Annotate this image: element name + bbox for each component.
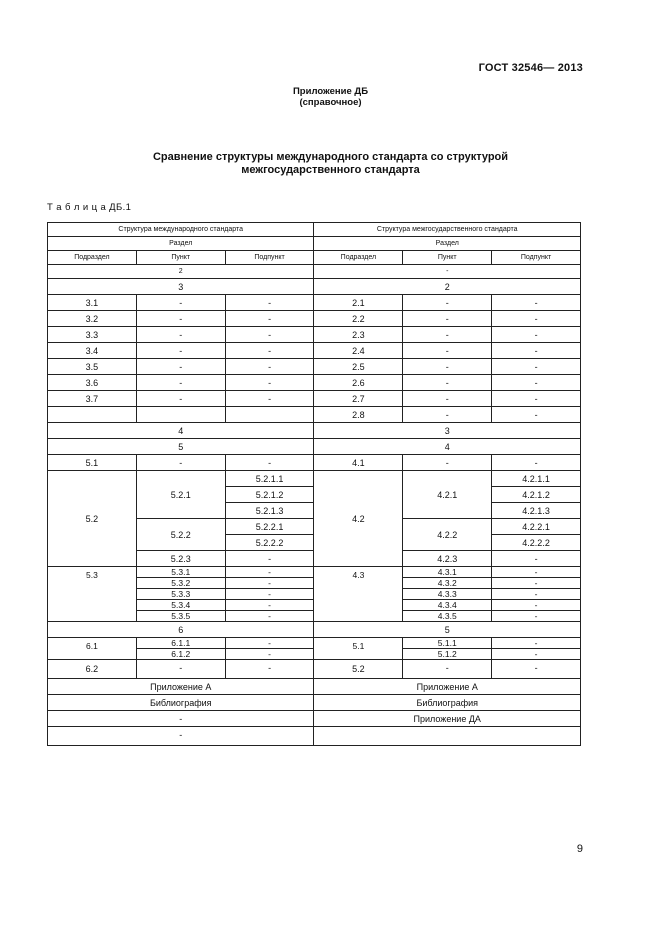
cell: -: [225, 311, 314, 327]
cell: 2.8: [314, 407, 403, 423]
cell: 5.2.1.1: [225, 471, 314, 487]
table-row: [48, 622, 581, 638]
table-row: [48, 439, 581, 455]
appendix-da-cell: Приложение ДА: [314, 711, 581, 727]
cell: -: [403, 359, 492, 375]
table-row: [48, 423, 581, 439]
section-cell: 6: [48, 622, 314, 638]
cell: -: [492, 343, 581, 359]
cell: -: [225, 611, 314, 622]
cell: 5.3.4: [136, 600, 225, 611]
cell: 3.3: [48, 327, 137, 343]
cell: -: [492, 600, 581, 611]
cell: -: [492, 359, 581, 375]
cell: -: [403, 407, 492, 423]
cell: -: [136, 359, 225, 375]
cell: 3.4: [48, 343, 137, 359]
subsection-cell: 6.1: [48, 638, 137, 660]
cell: 2.5: [314, 359, 403, 375]
cell: -: [225, 327, 314, 343]
clause-cell: 5.2.2: [136, 519, 225, 551]
cell: [136, 407, 225, 423]
table-row: [48, 660, 581, 679]
cell: 5.2.3: [136, 551, 225, 567]
header-section: Раздел: [48, 237, 314, 251]
table-row: [48, 311, 581, 327]
cell: -: [136, 295, 225, 311]
section-cell: -: [314, 265, 581, 279]
cell: 3.2: [48, 311, 137, 327]
cell: -: [225, 578, 314, 589]
cell: 5.2.1.3: [225, 503, 314, 519]
comparison-table: [47, 222, 581, 746]
cell: -: [225, 551, 314, 567]
cell: 6.2: [48, 660, 137, 679]
cell: -: [225, 295, 314, 311]
section-cell: -: [48, 727, 314, 746]
header-clause: Пункт: [136, 251, 225, 265]
cell: 3.1: [48, 295, 137, 311]
cell: -: [403, 327, 492, 343]
header-subsection: Подраздел: [48, 251, 137, 265]
cell: 4.2.1.2: [492, 487, 581, 503]
table-row: [48, 455, 581, 471]
standard-id: ГОСТ 32546— 2013: [478, 62, 583, 74]
appendix-a-cell: Приложение А: [48, 679, 314, 695]
cell: -: [403, 660, 492, 679]
cell: -: [136, 455, 225, 471]
cell: 4.1: [314, 455, 403, 471]
cell: 5.1: [48, 455, 137, 471]
cell: 5.2.1.2: [225, 487, 314, 503]
appendix-subtitle: (справочное): [299, 97, 362, 108]
cell: [48, 407, 137, 423]
cell: 3.7: [48, 391, 137, 407]
cell: -: [225, 600, 314, 611]
cell: -: [492, 589, 581, 600]
cell: 5.1.1: [403, 638, 492, 649]
header-clause: Пункт: [403, 251, 492, 265]
cell: -: [403, 295, 492, 311]
cell: 4.2.1.1: [492, 471, 581, 487]
cell: 2.1: [314, 295, 403, 311]
cell: -: [225, 638, 314, 649]
table-row: [48, 295, 581, 311]
document-title: [0, 151, 661, 177]
cell: 4.2.1.3: [492, 503, 581, 519]
cell: -: [492, 551, 581, 567]
cell: 4.2.2.1: [492, 519, 581, 535]
cell: 5.3.5: [136, 611, 225, 622]
cell: -: [403, 391, 492, 407]
cell: 2.3: [314, 327, 403, 343]
cell: 4.3.4: [403, 600, 492, 611]
cell: 4.2.2.2: [492, 535, 581, 551]
cell: -: [492, 375, 581, 391]
header-subclause: Подпункт: [225, 251, 314, 265]
cell: -: [492, 567, 581, 578]
table-row: [48, 265, 581, 279]
document-title-line2: межгосударственного стандарта: [241, 164, 420, 176]
empty-cell: [314, 727, 581, 746]
cell: -: [225, 359, 314, 375]
section-cell: 4: [314, 439, 581, 455]
subsection-cell: 4.2: [314, 471, 403, 567]
document-title-line1: Сравнение структуры международного стандарта со структурой: [152, 151, 509, 163]
cell: -: [225, 391, 314, 407]
cell: -: [492, 295, 581, 311]
cell: 5.2.2.2: [225, 535, 314, 551]
cell: [225, 407, 314, 423]
cell: -: [225, 343, 314, 359]
table-row: [48, 638, 581, 649]
cell: -: [492, 611, 581, 622]
cell: -: [403, 375, 492, 391]
cell: 2.4: [314, 343, 403, 359]
table-row: [48, 711, 581, 727]
cell: -: [136, 660, 225, 679]
cell: -: [136, 343, 225, 359]
subsection-cell: 5.2: [48, 471, 137, 567]
cell: 4.3.5: [403, 611, 492, 622]
table-row: [48, 327, 581, 343]
cell: 3.6: [48, 375, 137, 391]
cell: 4.3.3: [403, 589, 492, 600]
section-cell: 3: [314, 423, 581, 439]
appendix-a-cell: Приложение А: [314, 679, 581, 695]
cell: -: [492, 327, 581, 343]
subsection-cell: 5.1: [314, 638, 403, 660]
table-header-row: [48, 223, 581, 237]
section-cell: 2: [48, 265, 314, 279]
table-row: [48, 375, 581, 391]
cell: -: [403, 311, 492, 327]
table-row: [48, 567, 581, 578]
cell: 2.6: [314, 375, 403, 391]
bibliography-cell: Библиография: [314, 695, 581, 711]
header-interstate: Структура межгосударственного стандарта: [314, 223, 581, 237]
cell: -: [492, 455, 581, 471]
section-cell: -: [48, 711, 314, 727]
cell: -: [492, 649, 581, 660]
table-caption: Т а б л и ц а ДБ.1: [47, 202, 132, 213]
cell: -: [225, 455, 314, 471]
subsection-cell: 5.3: [48, 567, 137, 622]
page-number: 9: [576, 843, 583, 855]
cell: 4.3.1: [403, 567, 492, 578]
section-cell: 5: [48, 439, 314, 455]
cell: -: [136, 327, 225, 343]
cell: -: [136, 311, 225, 327]
cell: 5.1.2: [403, 649, 492, 660]
section-cell: 5: [314, 622, 581, 638]
cell: 4.3.2: [403, 578, 492, 589]
bibliography-cell: Библиография: [48, 695, 314, 711]
clause-cell: 5.2.1: [136, 471, 225, 519]
appendix-heading: [0, 86, 661, 108]
cell: -: [225, 649, 314, 660]
cell: -: [492, 578, 581, 589]
cell: -: [136, 391, 225, 407]
clause-cell: 4.2.1: [403, 471, 492, 519]
cell: 5.2.2.1: [225, 519, 314, 535]
cell: -: [492, 311, 581, 327]
cell: -: [492, 638, 581, 649]
section-cell: 2: [314, 279, 581, 295]
cell: -: [403, 455, 492, 471]
appendix-title: Приложение ДБ: [292, 86, 369, 97]
cell: 5.2: [314, 660, 403, 679]
header-intl: Структура международного стандарта: [48, 223, 314, 237]
header-subsection: Подраздел: [314, 251, 403, 265]
section-cell: 3: [48, 279, 314, 295]
clause-cell: 4.2.2: [403, 519, 492, 551]
table-row: [48, 727, 581, 746]
header-section: Раздел: [314, 237, 581, 251]
cell: 5.3.1: [136, 567, 225, 578]
cell: -: [492, 407, 581, 423]
cell: 5.3.2: [136, 578, 225, 589]
table-row: [48, 471, 581, 487]
table-row: [48, 407, 581, 423]
cell: 2.7: [314, 391, 403, 407]
table-row: [48, 695, 581, 711]
cell: -: [403, 343, 492, 359]
cell: -: [492, 660, 581, 679]
cell: -: [136, 375, 225, 391]
cell: -: [225, 567, 314, 578]
cell: 6.1.1: [136, 638, 225, 649]
table-row: [48, 359, 581, 375]
table-row: [48, 279, 581, 295]
cell: 5.3.3: [136, 589, 225, 600]
cell: -: [492, 391, 581, 407]
table-row: [48, 679, 581, 695]
table-row: [48, 343, 581, 359]
table-header-row: [48, 251, 581, 265]
section-cell: 4: [48, 423, 314, 439]
cell: -: [225, 589, 314, 600]
subsection-cell: 4.3: [314, 567, 403, 622]
cell: 6.1.2: [136, 649, 225, 660]
cell: 3.5: [48, 359, 137, 375]
header-subclause: Подпункт: [492, 251, 581, 265]
cell: -: [225, 660, 314, 679]
table-row: [48, 391, 581, 407]
cell: 2.2: [314, 311, 403, 327]
cell: 4.2.3: [403, 551, 492, 567]
cell: -: [225, 375, 314, 391]
table-header-row: [48, 237, 581, 251]
